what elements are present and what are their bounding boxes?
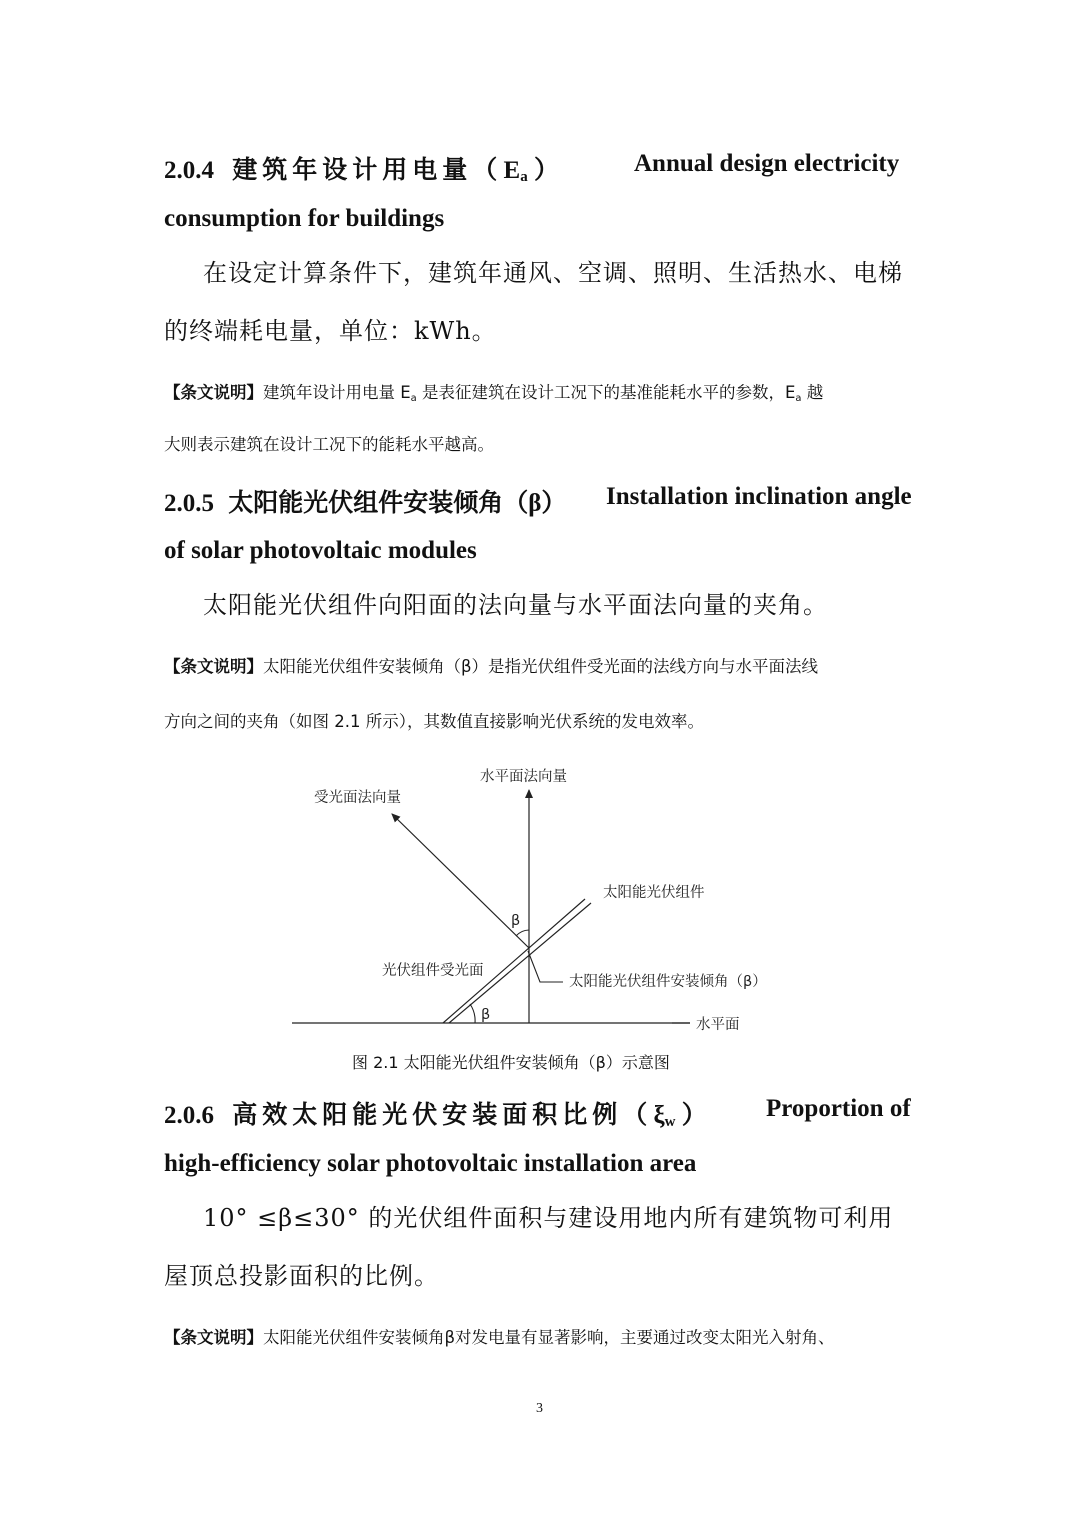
section-title-en-cont: of solar photovoltaic modules <box>164 537 477 564</box>
section-title-en: Installation inclination angle <box>606 483 912 510</box>
label-horizontal-normal: 水平面法向量 <box>480 769 567 785</box>
clause-explanation: 【条文说明】太阳能光伏组件安装倾角（β）是指光伏组件受光面的法线方向与水平面法线 <box>164 657 819 676</box>
definition-text: 太阳能光伏组件向阳面的法向量与水平面法向量的夹角。 <box>203 591 828 619</box>
section-symbol: （ $\xi_w$ ） <box>622 1102 707 1130</box>
figure-caption: 图 2.1 太阳能光伏组件安装倾角（β）示意图 <box>352 1053 670 1072</box>
label-tilt-angle: 太阳能光伏组件安装倾角（β） <box>569 974 767 990</box>
label-pv-module: 太阳能光伏组件 <box>603 885 705 901</box>
label-horizontal-plane: 水平面 <box>696 1017 740 1033</box>
definition-text: 10° ≤β≤30° 的光伏组件面积与建设用地内所有建筑物可利用 <box>203 1204 894 1232</box>
definition-text: 在设定计算条件下，建筑年通风、空调、照明、生活热水、电梯 <box>203 259 903 287</box>
beta-arc-top <box>516 930 529 936</box>
section-title-en: Proportion of <box>766 1095 911 1122</box>
label-beta-top: β <box>511 913 521 929</box>
section-number: 2.0.6 <box>164 1102 214 1129</box>
section-number: 2.0.5 <box>164 490 214 517</box>
label-receiving-surface: 光伏组件受光面 <box>382 963 484 979</box>
receiving-normal-arrow <box>392 814 529 948</box>
definition-text-cont: 屋顶总投影面积的比例。 <box>164 1262 439 1290</box>
clause-explanation: 【条文说明】建筑年设计用电量 $E_a$ 是表征建筑在设计工况下的基准能耗水平的参数，$E_a$ 越 <box>164 383 824 404</box>
section-title-en: Annual design electricity <box>634 150 900 177</box>
section-title-cn: 太阳能光伏组件安装倾角（β） <box>228 490 567 517</box>
clause-explanation: 【条文说明】太阳能光伏组件安装倾角β对发电量有显著影响，主要通过改变太阳光入射角、 <box>164 1328 835 1347</box>
section-number: 2.0.4 <box>164 157 214 184</box>
clause-explanation-cont: 方向之间的夹角（如图 2.1 所示），其数值直接影响光伏系统的发电效率。 <box>164 712 704 731</box>
clause-explanation-cont: 大则表示建筑在设计工况下的能耗水平越高。 <box>164 435 494 454</box>
heading-2-0-6 <box>164 1095 707 1131</box>
definition-text-cont: 的终端耗电量，单位：kWh。 <box>164 317 497 345</box>
beta-arc-bottom <box>470 1004 475 1023</box>
section-symbol: （ $E_a$ ） <box>472 157 559 185</box>
section-title-en-cont: high-efficiency solar photovoltaic installation area <box>164 1150 697 1177</box>
section-title-cn: 建筑年设计用电量 <box>232 157 473 184</box>
section-title-cn: 高效太阳能光伏安装面积比例 <box>232 1102 623 1129</box>
label-receiving-normal: 受光面法向量 <box>314 790 401 806</box>
tilt-angle-leader <box>528 951 563 982</box>
label-beta-bottom: β <box>481 1007 491 1023</box>
page-number: 3 <box>536 1401 543 1416</box>
section-title-en-cont: consumption for buildings <box>164 205 445 232</box>
